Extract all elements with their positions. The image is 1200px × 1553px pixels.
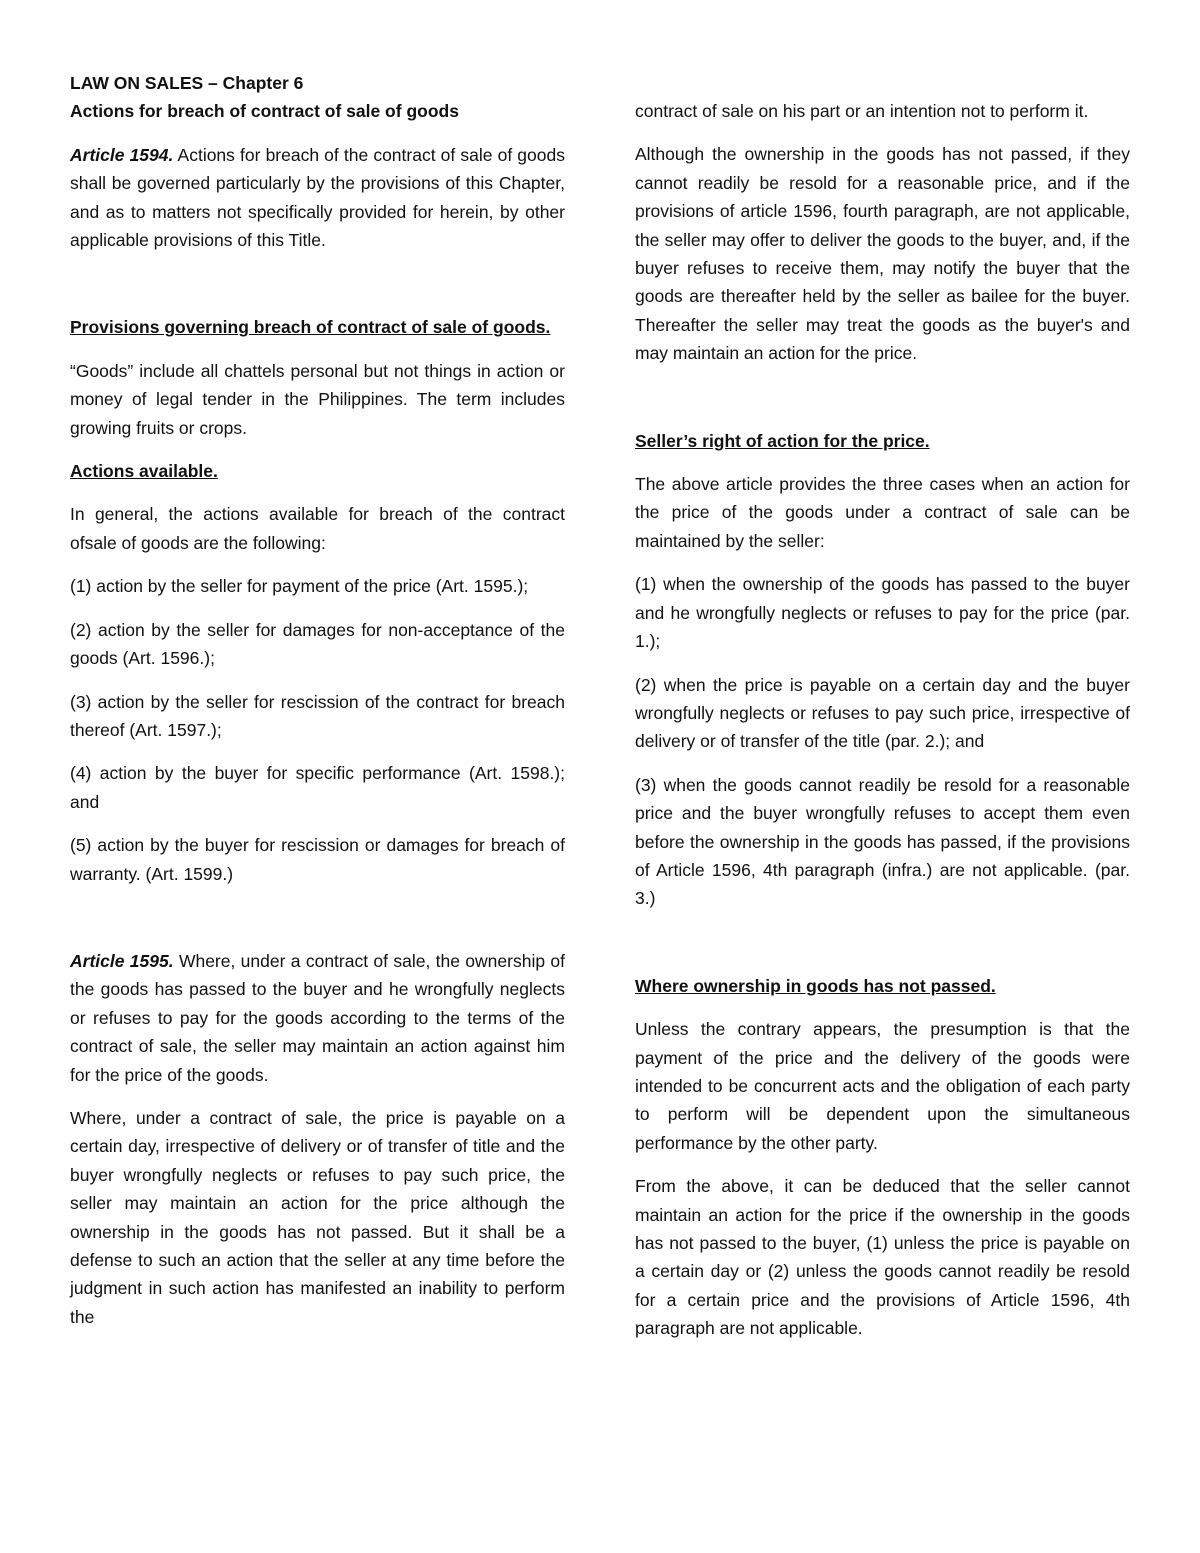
right-column <box>635 97 1130 1358</box>
ownership-paragraph-1: Unless the contrary appears, the presumption is that the payment of the price and the delivery of the goods were intended to be concurrent acts and the obligation of each party to perform will be dependent upon the simultaneous performance by the other party. <box>635 1019 1130 1153</box>
seller-right-intro: The above article provides the three cases when an action for the price of the goods under a contract of sale can be maintained by the seller: <box>635 474 1130 551</box>
action-item-1: (1) action by the seller for payment of the price (Art. 1595.); <box>70 576 529 597</box>
seller-case-1: (1) when the ownership of the goods has passed to the buyer and he wrongfully neglects or refuses to pay for the price (par. 1.); <box>635 574 1130 652</box>
goods-definition: “Goods” include all chattels personal but not things in action or money of legal tender in the Philippines. The term includes growing fruits or crops. <box>70 360 565 438</box>
action-item-2: (2) action by the seller for damages for non-acceptance of the goods (Art. 1596.); <box>70 619 565 669</box>
document-subtitle: Actions for breach of contract of sale of goods <box>70 101 459 122</box>
ownership-paragraph-2: From the above, it can be deduced that the seller cannot maintain an action for the price if the ownership in the goods has not passed to the buyer, (1) unless the price is payable on a certain day or (2) unless the goods cannot readily be resold for a certain price and the provisions of Article 1596, 4th paragraph are not applicable. <box>635 1176 1130 1339</box>
action-item-5: (5) action by the buyer for rescission or damages for breach of warranty. (Art. 1599.) <box>70 835 565 884</box>
article-1594-label: Article 1594. <box>70 144 174 165</box>
article-1595-paragraph-3: Although the ownership in the goods has not passed, if they cannot readily be resold for a reasonable price, and if the provisions of article 1596, fourth paragraph, are not applicable, the seller may offer to deliver the goods to the buyer, and, if the buyer refuses to receive them, may notify the buyer that the goods are thereafter held by the seller as bailee for the buyer. Thereafter the seller may treat the goods as the buyer's and may maintain an action for the price. <box>635 144 1130 364</box>
actions-intro: In general, the actions available for breach of the contract ofsale of goods are the following: <box>70 504 565 553</box>
article-1595 <box>70 947 565 1089</box>
article-1595-paragraph-2: Where, under a contract of sale, the price is payable on a certain day, irrespective of delivery or of transfer of title and the buyer wrongfully neglects or refuses to pay such price, the seller may maintain an action for the price although the ownership in the goods has not passed. But it shall be a defense to such an action that the seller at any time before the judgment in such action has manifested an inability to perform the <box>70 1107 565 1327</box>
actions-heading: Actions available. <box>70 461 218 482</box>
provisions-heading: Provisions governing breach of contract of sale of goods. <box>70 317 551 338</box>
article-1595-continuation: contract of sale on his part or an intention not to perform it. <box>635 101 1089 121</box>
left-column <box>70 69 565 1346</box>
article-1594-text: Actions for breach of the contract of sale of goods shall be governed particularly by the provisions of this Chapter, and as to matters not specifically provided for herein, by other applicable provisions of this Title. <box>70 144 565 251</box>
seller-right-heading: Seller’s right of action for the price. <box>635 430 930 451</box>
action-item-3: (3) action by the seller for rescission of the contract for breach thereof (Art. 1597.); <box>70 691 565 740</box>
article-1595-label: Article 1595. <box>70 950 174 971</box>
article-1594 <box>70 141 565 255</box>
document-title: LAW ON SALES – Chapter 6 <box>70 73 304 93</box>
ownership-heading: Where ownership in goods has not passed. <box>635 975 996 996</box>
article-1595-text: Where, under a contract of sale, the ownership of the goods has passed to the buyer and he wrongfully neglects or refuses to pay for the goods according to the terms of the contract of sale, the seller may maintain an action against him for the price of the goods. <box>70 950 565 1085</box>
seller-case-3: (3) when the goods cannot readily be resold for a reasonable price and the buyer wrongfully refuses to accept them even before the ownership in the goods has passed, if the provisions of Article 1596, 4th paragraph (infra.) are not applicable. (par. 3.) <box>635 774 1130 909</box>
seller-case-2: (2) when the price is payable on a certain day and the buyer wrongfully neglects or refuses to pay such price, irrespective of delivery or of transfer of the title (par. 2.); and <box>635 674 1130 752</box>
action-item-4: (4) action by the buyer for specific performance (Art. 1598.); and <box>70 763 565 812</box>
